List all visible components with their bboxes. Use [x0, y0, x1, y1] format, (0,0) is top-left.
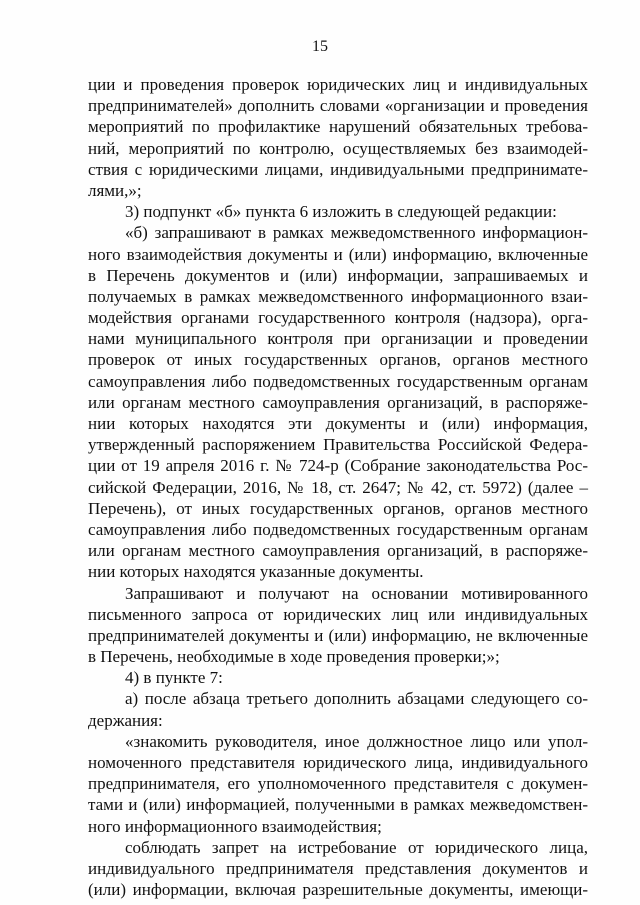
text-line: тами и (или) информацией, полученными в рамках межведомствен- — [88, 795, 588, 815]
text-line: соблюдать запрет на истребование от юридического лица, — [125, 837, 588, 857]
text-line: сийской Федерации, 2016, № 18, ст. 2647; № 42, ст. 5972) (далее – — [88, 477, 588, 497]
page-number: 15 — [312, 38, 328, 55]
text-line: (или) информации, включая разрешительные документы, имеющи- — [88, 880, 588, 900]
text-line: нами муниципального контроля при организации и проведении — [88, 329, 588, 349]
text-line: ного взаимодействия документы и (или) информацию, включенные — [88, 244, 588, 264]
text-line: проверок от иных государственных органов, органов местного — [88, 350, 588, 370]
text-line: «знакомить руководителя, иное должностное лицо или упол- — [125, 731, 588, 751]
text-line: в Перечень, необходимые в ходе проведения проверки;»; — [88, 647, 500, 667]
text-line: ствия с юридическими лицами, индивидуальными предпринимате- — [88, 159, 588, 179]
text-line: 4) в пункте 7: — [125, 668, 223, 688]
text-line: или органам местного самоуправления организаций, в распоряже- — [88, 541, 588, 561]
text-line: ний, мероприятий по контролю, осуществляемых без взаимодей- — [88, 138, 588, 158]
text-line: предпринимателей» дополнить словами «организации и проведения — [88, 96, 588, 116]
text-line: модействия органами государственного контроля (надзора), орга- — [88, 308, 588, 328]
text-line: «б) запрашивают в рамках межведомственного информацион- — [125, 223, 588, 243]
text-line: держания: — [88, 710, 163, 730]
text-line: а) после абзаца третьего дополнить абзацами следующего со- — [125, 689, 588, 709]
text-line: Перечень), от иных государственных органов, органов местного — [88, 498, 588, 518]
text-line: нии которых находятся эти документы и (или) информация, — [88, 414, 588, 433]
text-line: ного информационного взаимодействия; — [88, 816, 382, 836]
text-line: ции и проведения проверок юридических лиц и индивидуальных — [88, 75, 588, 94]
text-line: 3) подпункт «б» пункта 6 изложить в следующей редакции: — [125, 202, 557, 222]
text-line: или органам местного самоуправления организаций, в распоряже- — [88, 392, 588, 412]
text-line: предпринимателей документы и (или) информацию, не включенные — [88, 625, 588, 645]
document-body — [88, 74, 588, 900]
text-line: письменного запроса от юридических лиц или индивидуальных — [88, 604, 588, 624]
text-line: индивидуального предпринимателя представления документов и — [88, 858, 588, 878]
text-line: в Перечень документов и (или) информации, запрашиваемых и — [88, 265, 588, 285]
text-line: номоченного представителя юридического лица, индивидуального — [88, 753, 588, 772]
text-line: ции от 19 апреля 2016 г. № 724-р (Собрание законодательства Рос- — [88, 456, 588, 476]
text-line: нии которых находятся указанные документы. — [88, 562, 424, 582]
text-line: предпринимателя, его уполномоченного представителя с докумен- — [88, 774, 588, 794]
text-line: самоуправления либо подведомственных государственным органам — [88, 519, 588, 539]
text-line: мероприятий по профилактике нарушений обязательных требова- — [88, 117, 588, 137]
text-line: лями,»; — [88, 180, 142, 200]
text-line: Запрашивают и получают на основании мотивированного — [125, 583, 588, 603]
text-line: самоуправления либо подведомственных государственным органам — [88, 371, 588, 391]
text-line: утвержденный распоряжением Правительства Российской Федера- — [88, 435, 588, 455]
text-line: получаемых в рамках межведомственного информационного взаи- — [88, 286, 588, 306]
